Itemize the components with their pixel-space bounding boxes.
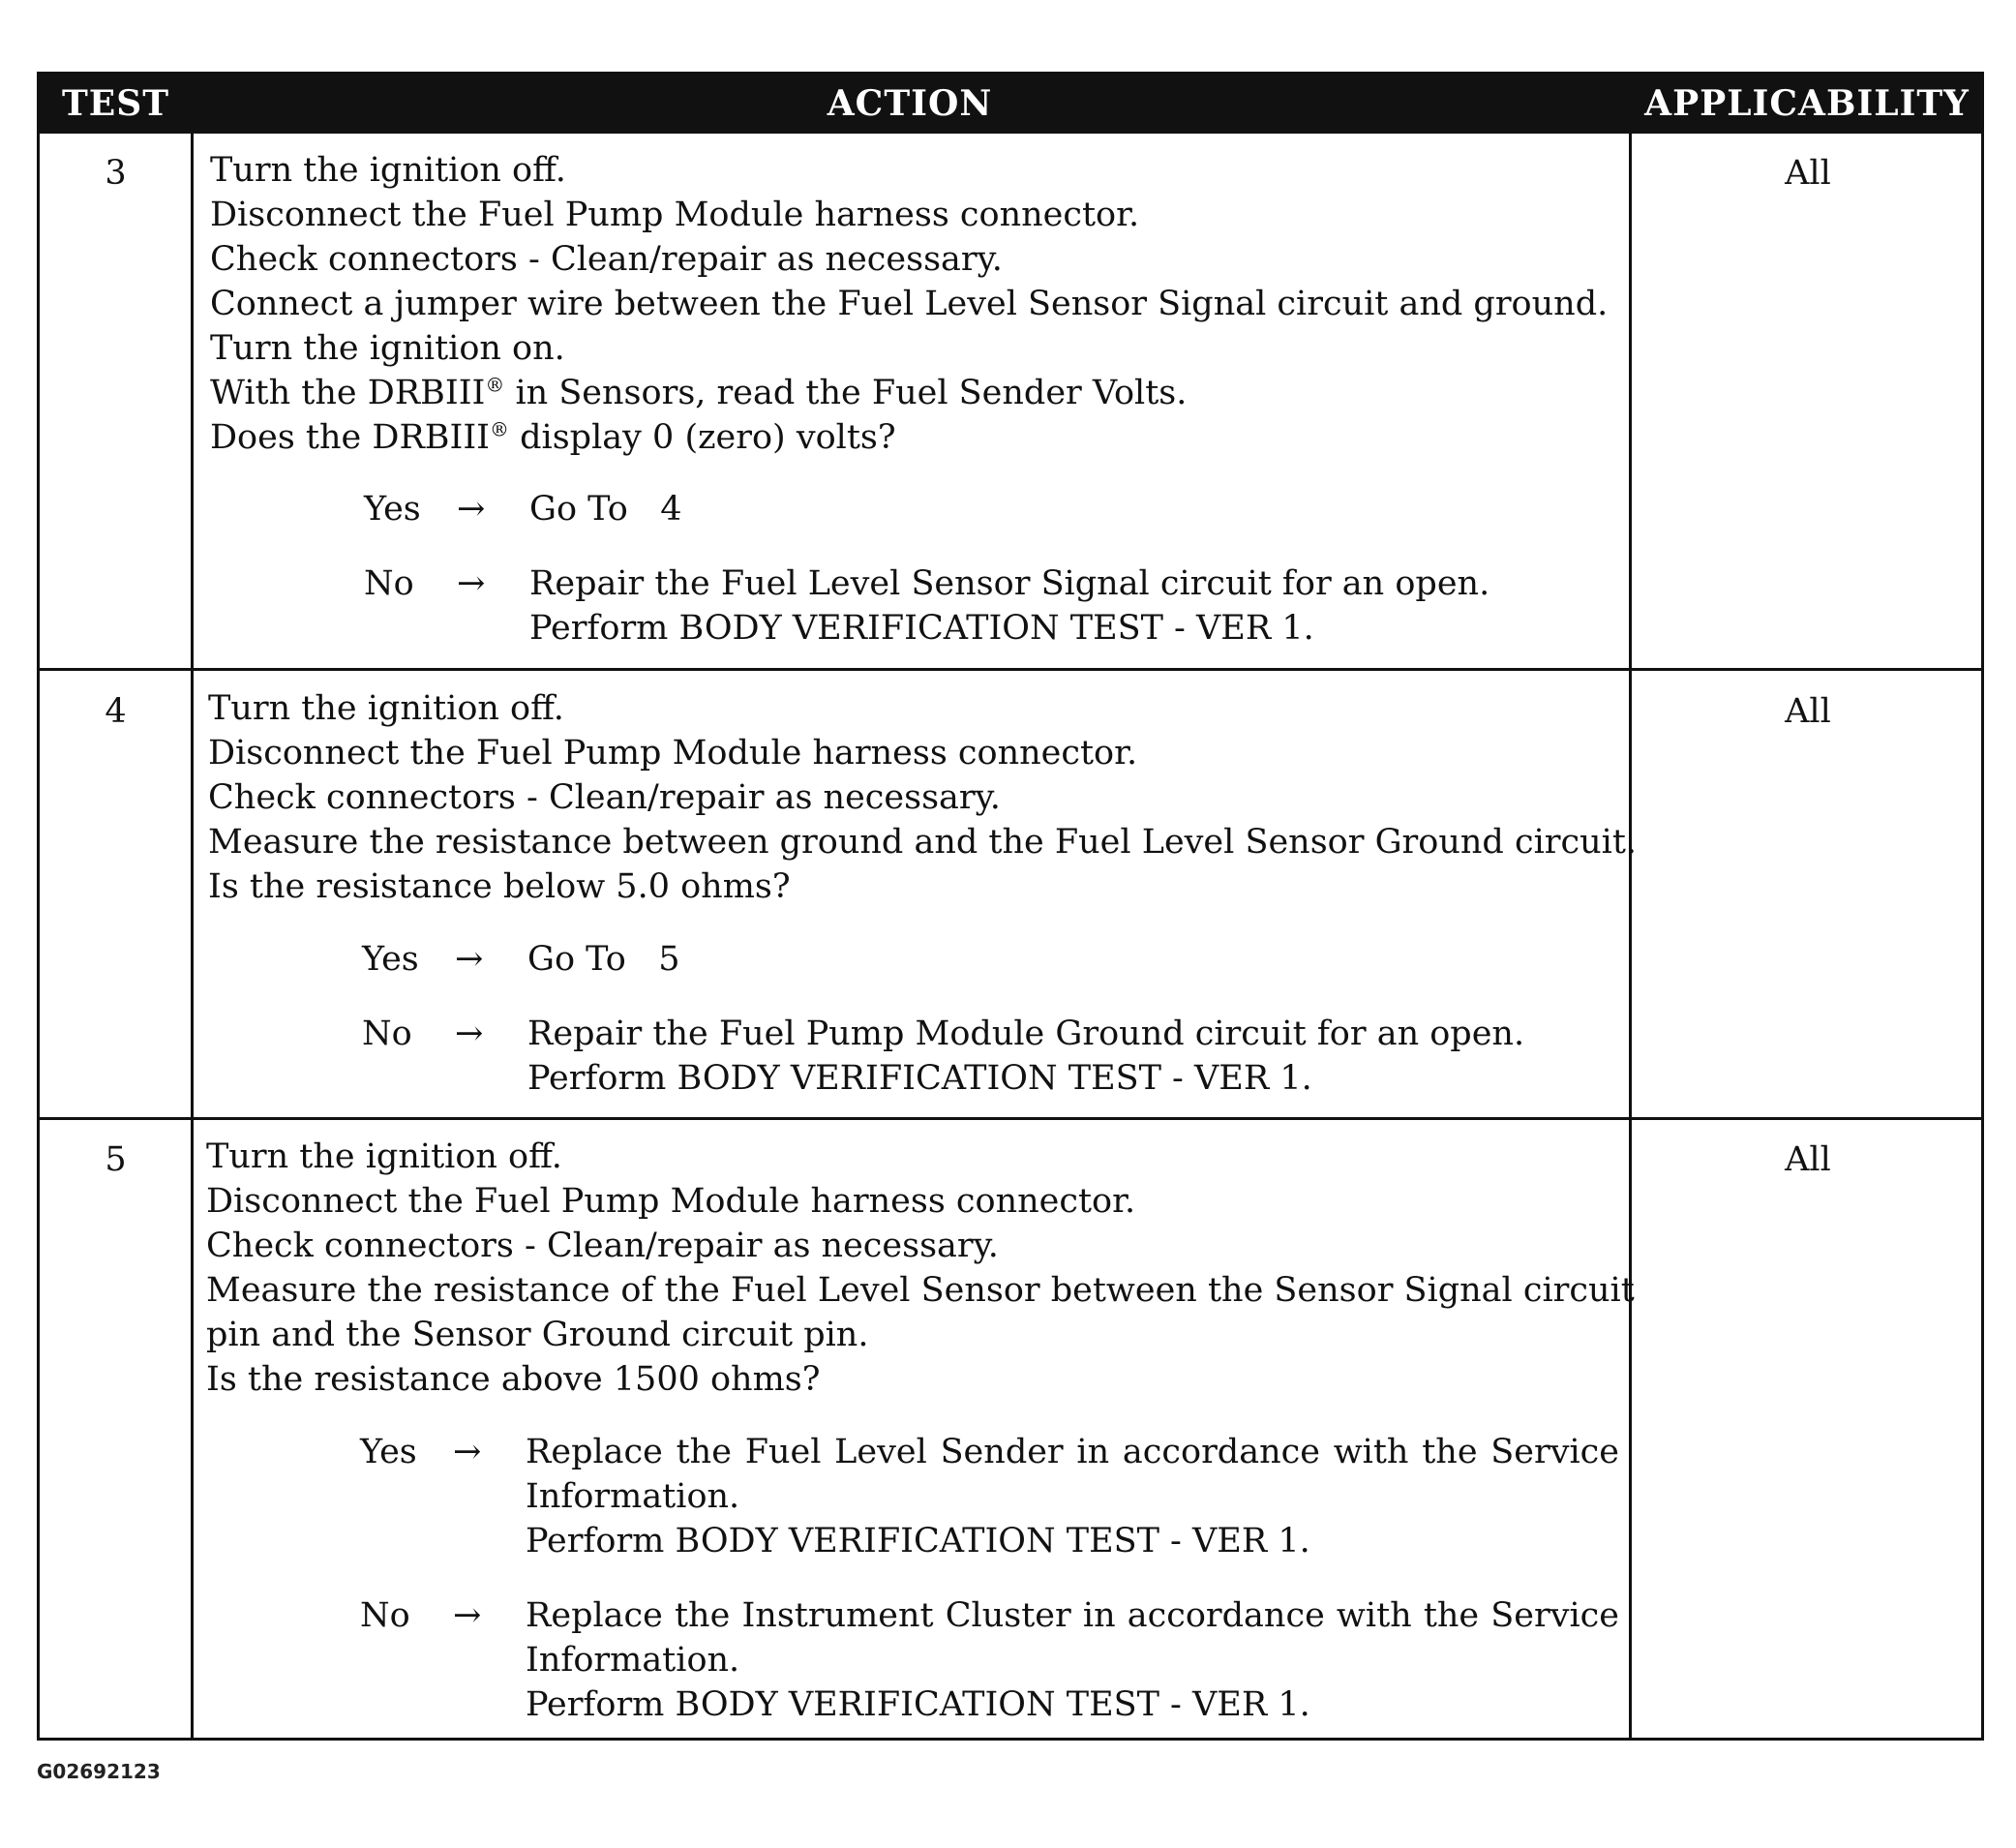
answer-label: No — [362, 1015, 412, 1053]
step-text-part: Does the DRBIII — [210, 418, 490, 457]
answer-line: Information. — [526, 1641, 740, 1680]
diagnostic-test-table — [37, 72, 1984, 1741]
step-text-part: With the DRBIII — [210, 374, 486, 412]
arrow-right-icon: → — [457, 490, 486, 529]
applicability-value: All — [1785, 692, 1831, 731]
row-divider — [40, 668, 1981, 671]
column-divider-applicability — [1629, 134, 1632, 1741]
answer-text: Go To 5 — [527, 940, 680, 979]
answer-line: Perform BODY VERIFICATION TEST - VER 1. — [526, 1685, 1310, 1724]
step-text — [210, 371, 1608, 415]
registered-mark: ® — [485, 373, 505, 397]
step-text: Disconnect the Fuel Pump Module harness connector. — [210, 196, 1140, 234]
registered-mark: ® — [490, 417, 509, 441]
test-number: 3 — [105, 154, 127, 193]
step-text — [210, 415, 1608, 460]
step-text: Check connectors - Clean/repair as necessary. — [206, 1227, 999, 1265]
row-divider — [40, 1117, 1981, 1120]
answer-text — [529, 561, 1489, 651]
applicability-value: All — [1785, 1140, 1831, 1179]
answer-line: Perform BODY VERIFICATION TEST - VER 1. — [529, 609, 1314, 648]
arrow-right-icon: → — [455, 940, 484, 979]
applicability-value: All — [1785, 154, 1831, 193]
action-steps — [206, 1135, 1635, 1402]
answer-label: No — [360, 1596, 410, 1635]
header-test: TEST — [61, 83, 169, 124]
answer-label: No — [364, 564, 414, 603]
answer-text — [526, 1593, 1619, 1727]
step-text: Measure the resistance of the Fuel Level Sensor between the Sensor Signal circuit — [206, 1271, 1635, 1310]
test-number: 5 — [105, 1140, 127, 1179]
step-text: Is the resistance below 5.0 ohms? — [208, 867, 791, 906]
step-text: Turn the ignition on. — [210, 329, 565, 368]
answer-line: Perform BODY VERIFICATION TEST - VER 1. — [526, 1522, 1310, 1560]
arrow-right-icon: → — [455, 1015, 484, 1053]
step-text: Disconnect the Fuel Pump Module harness connector. — [206, 1182, 1136, 1221]
step-text: Check connectors - Clean/repair as necessary. — [208, 778, 1001, 817]
step-text: Disconnect the Fuel Pump Module harness connector. — [208, 734, 1138, 773]
step-text: Check connectors - Clean/repair as necessary. — [210, 240, 1003, 279]
arrow-right-icon: → — [457, 564, 486, 603]
answer-line: Information. — [526, 1477, 740, 1516]
arrow-right-icon: → — [453, 1433, 482, 1471]
answer-label: Yes — [362, 940, 419, 979]
answer-line: Repair the Fuel Level Sensor Signal circuit for an open. — [529, 564, 1490, 603]
step-text: Turn the ignition off. — [206, 1137, 562, 1176]
step-text: Measure the resistance between ground and the Fuel Level Sensor Ground circuit. — [208, 823, 1638, 862]
answer-line: Replace the Fuel Level Sender in accordance with the Service — [526, 1433, 1619, 1471]
header-action: ACTION — [827, 83, 993, 124]
answer-label: Yes — [364, 490, 421, 529]
step-text: pin and the Sensor Ground circuit pin. — [206, 1316, 869, 1354]
step-text: Connect a jumper wire between the Fuel Level Sensor Signal circuit and ground. — [210, 285, 1609, 323]
action-steps — [210, 148, 1608, 460]
step-text: Is the resistance above 1500 ohms? — [206, 1360, 821, 1399]
action-steps — [208, 686, 1637, 909]
step-text: Turn the ignition off. — [210, 151, 566, 190]
answer-text — [527, 1012, 1524, 1101]
answer-label: Yes — [360, 1433, 417, 1471]
column-divider-test — [191, 134, 194, 1741]
arrow-right-icon: → — [453, 1596, 482, 1635]
answer-line: Perform BODY VERIFICATION TEST - VER 1. — [527, 1059, 1312, 1098]
header-applicability: APPLICABILITY — [1644, 83, 1970, 124]
table-header — [40, 75, 1981, 134]
answer-text — [526, 1430, 1619, 1563]
answer-line: Repair the Fuel Pump Module Ground circuit for an open. — [527, 1015, 1525, 1053]
step-text: Turn the ignition off. — [208, 689, 564, 728]
answer-text: Go To 4 — [529, 490, 682, 529]
step-text-part: in Sensors, read the Fuel Sender Volts. — [504, 374, 1188, 412]
step-text-part: display 0 (zero) volts? — [509, 418, 896, 457]
test-number: 4 — [105, 692, 127, 731]
answer-line: Replace the Instrument Cluster in accordance with the Service — [526, 1596, 1619, 1635]
figure-code: G02692123 — [37, 1760, 161, 1783]
